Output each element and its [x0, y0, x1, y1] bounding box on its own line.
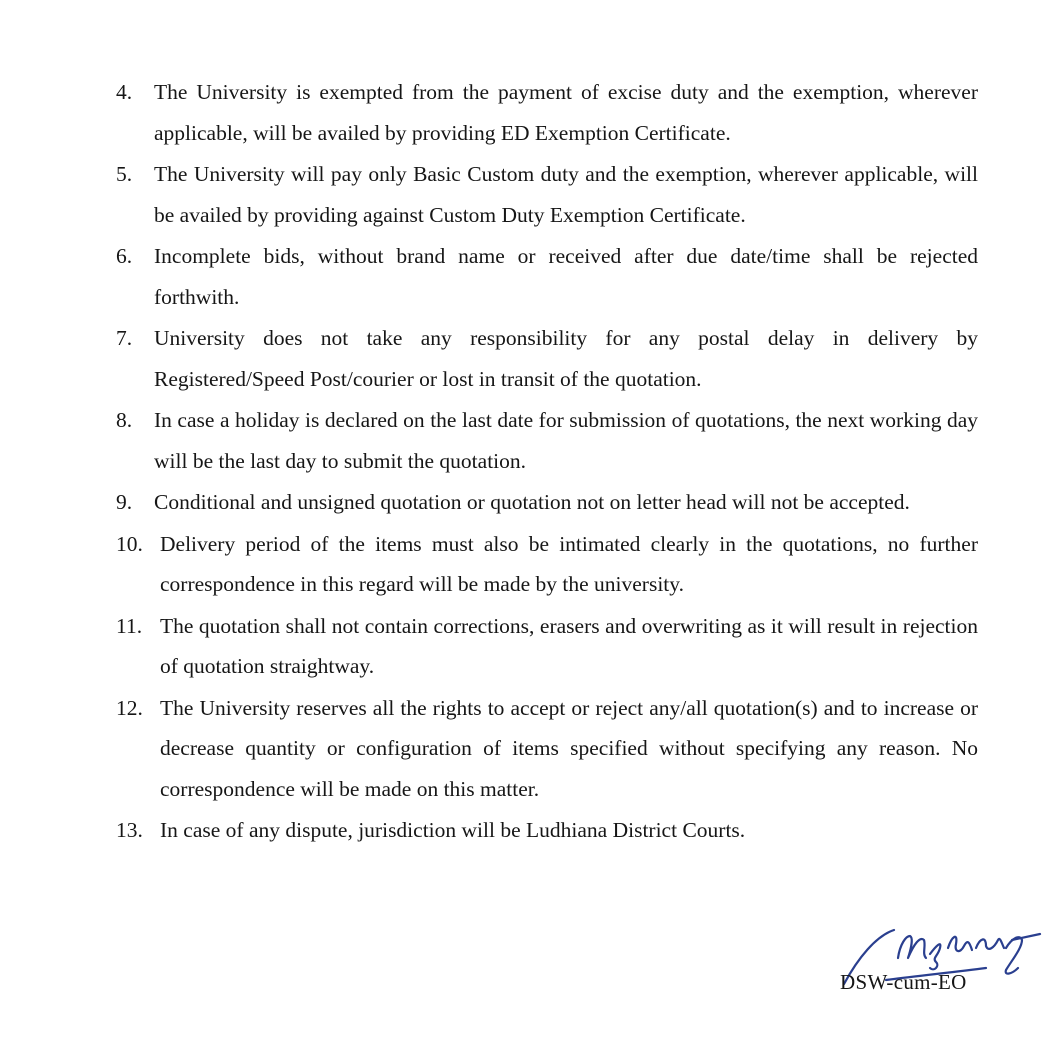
clause-number: 8.	[116, 408, 133, 432]
clause-item	[116, 482, 978, 523]
clause-number: 12.	[116, 695, 143, 720]
clause-item	[116, 236, 978, 317]
clause-item	[116, 318, 978, 399]
clause-number: 13.	[116, 818, 143, 842]
clause-item	[116, 688, 978, 810]
clause-number: 7.	[116, 326, 133, 350]
clause-number: 11.	[116, 613, 143, 638]
signatory-designation: DSW-cum-EO	[840, 970, 967, 994]
clause-number: 5.	[116, 162, 133, 186]
clause-item	[116, 72, 978, 153]
clause-text: In case of any dispute, jurisdiction will be Ludhiana District Courts.	[160, 818, 746, 842]
clause-item	[116, 400, 978, 481]
clause-text: University does not take any responsibility for any postal delay in delivery by Registered/Speed Post/courier or lost in transit of the quotation.	[154, 326, 978, 391]
clause-number: 4.	[116, 80, 133, 104]
clause-text: The University will pay only Basic Custom duty and the exemption, wherever applicable, will be availed by providing against Custom Duty Exemption Certificate.	[154, 162, 978, 227]
clause-text: Conditional and unsigned quotation or quotation not on letter head will not be accepted.	[154, 490, 910, 514]
clause-item	[116, 154, 978, 235]
clause-text: In case a holiday is declared on the last date for submission of quotations, the next working day will be the last day to submit the quotation.	[154, 408, 978, 473]
clause-text: Incomplete bids, without brand name or received after due date/time shall be rejected forthwith.	[154, 244, 978, 309]
signature-block	[836, 918, 1046, 998]
clause-text: The University reserves all the rights to accept or reject any/all quotation(s) and to increase or decrease quantity or configuration of items specified without specifying any reason. No correspondence will be made on this matter.	[160, 695, 978, 801]
clause-text: The quotation shall not contain corrections, erasers and overwriting as it will result in rejection of quotation straightway.	[160, 613, 978, 678]
clause-item	[116, 606, 978, 687]
clause-number: 9.	[116, 490, 133, 514]
clause-text: Delivery period of the items must also be intimated clearly in the quotations, no further correspondence in this regard will be made by the university.	[160, 531, 978, 596]
clause-number: 10.	[116, 531, 143, 556]
clause-number: 6.	[116, 244, 133, 268]
terms-clause-list	[116, 72, 978, 852]
clause-item	[116, 810, 978, 851]
clause-item	[116, 524, 978, 605]
clause-text: The University is exempted from the payment of excise duty and the exemption, wherever applicable, will be availed by providing ED Exemption Certificate.	[154, 80, 978, 145]
